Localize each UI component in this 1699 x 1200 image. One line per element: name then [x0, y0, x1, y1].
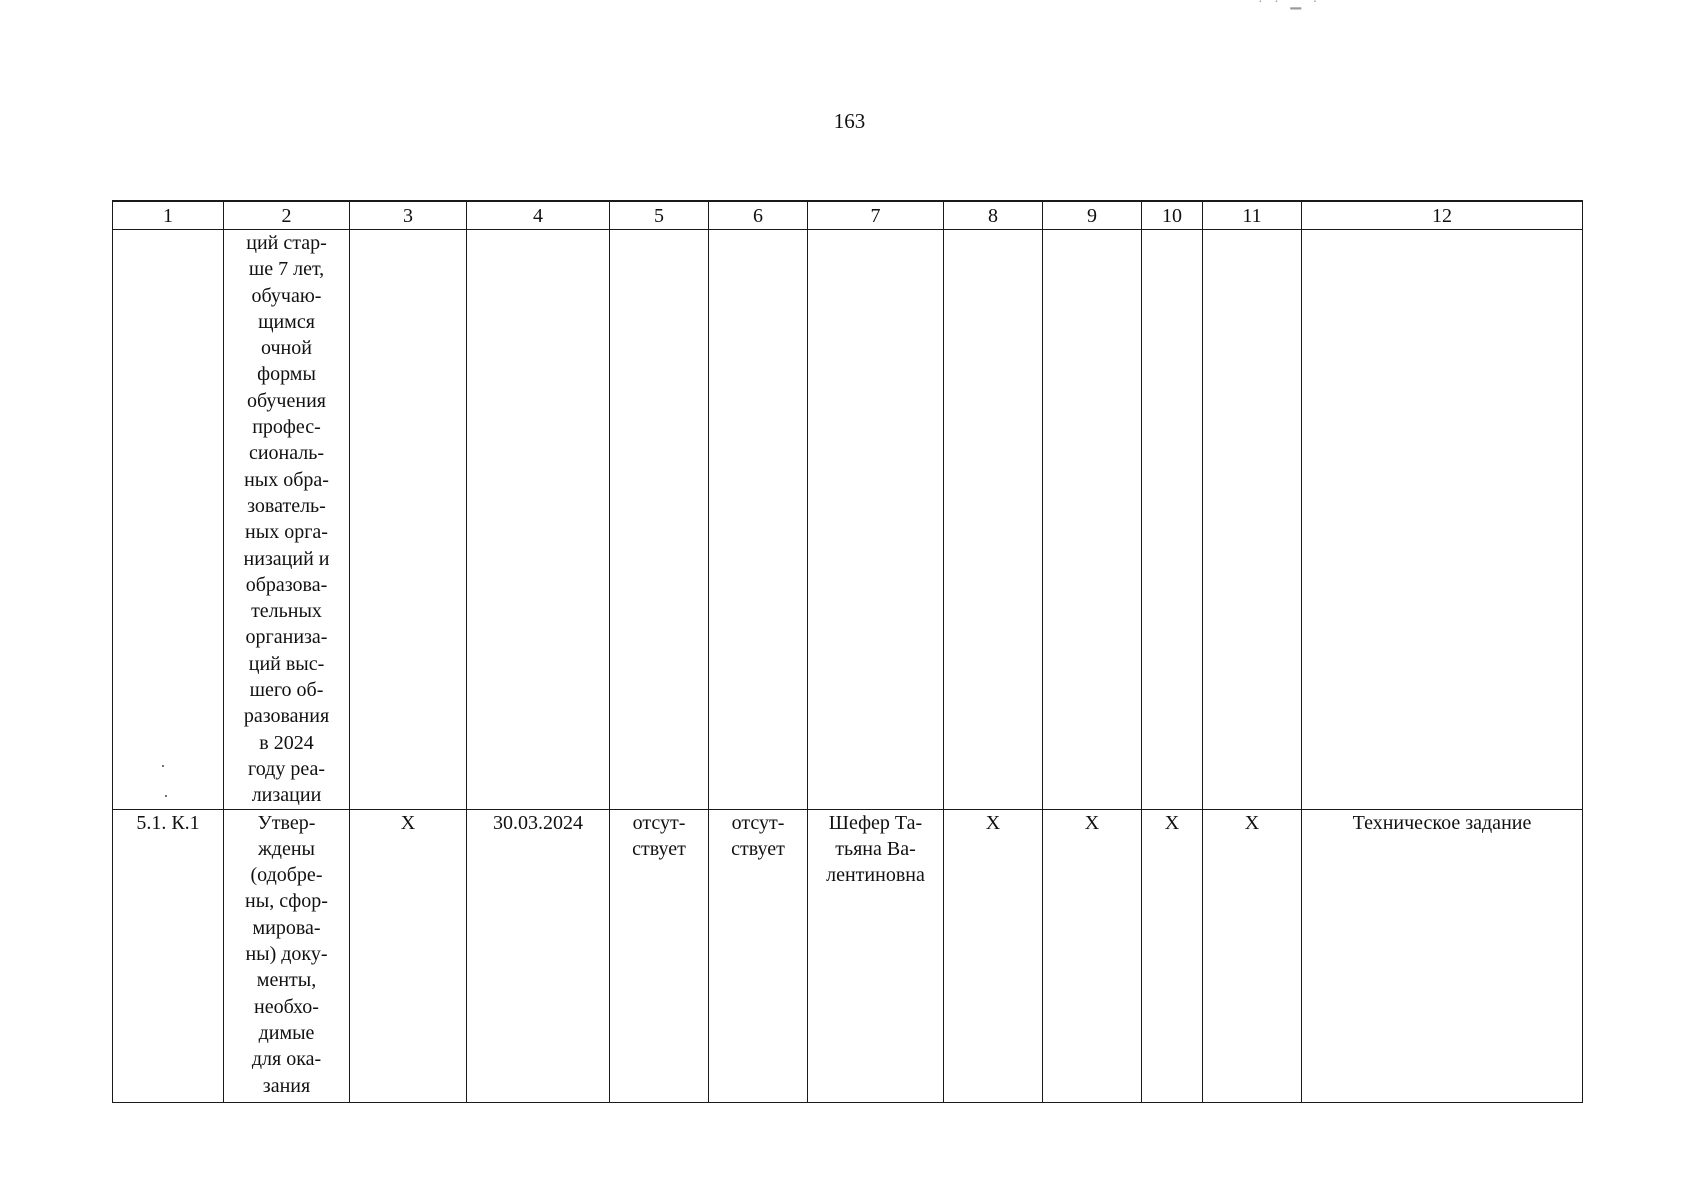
column-header-12: 12 — [1302, 201, 1583, 230]
cell-code — [113, 230, 224, 810]
column-header-2: 2 — [224, 201, 350, 230]
cell-col10 — [1142, 809, 1203, 1102]
document-table — [112, 200, 1583, 1103]
cell-col3 — [350, 809, 467, 1102]
absent-text: отсут- ствует — [731, 811, 785, 860]
cell-responsible — [808, 809, 944, 1102]
cell-col8 — [944, 809, 1043, 1102]
column-header-6: 6 — [709, 201, 808, 230]
x-mark: X — [1084, 811, 1100, 834]
column-header-5: 5 — [610, 201, 709, 230]
cell-col5 — [610, 230, 709, 810]
column-header-10: 10 — [1142, 201, 1203, 230]
column-header-4: 4 — [467, 201, 610, 230]
x-mark: X — [1164, 811, 1180, 834]
cell-col10 — [1142, 230, 1203, 810]
cell-col9 — [1043, 230, 1142, 810]
column-header-11: 11 — [1203, 201, 1302, 230]
cell-col11 — [1203, 809, 1302, 1102]
document-type: Техническое задание — [1352, 811, 1532, 834]
table-row-5-1-k-1 — [113, 809, 1583, 1102]
cell-col8 — [944, 230, 1043, 810]
cell-col6 — [709, 809, 808, 1102]
column-header-3: 3 — [350, 201, 467, 230]
cell-description — [224, 230, 350, 810]
cell-col9 — [1043, 809, 1142, 1102]
date-value: 30.03.2024 — [493, 811, 583, 834]
cell-col4 — [467, 230, 610, 810]
x-mark: X — [985, 811, 1001, 834]
description-text: Утвер- ждены (одобре- ны, сфор- мирова- ны) доку- менты, необхо- димые для ока- зания — [245, 811, 328, 1097]
responsible-person: Шефер Та- тьяна Ва- лентиновна — [826, 811, 925, 887]
row-code: 5.1. К.1 — [136, 811, 200, 834]
column-header-8: 8 — [944, 201, 1043, 230]
x-mark: X — [400, 811, 416, 834]
column-header-7: 7 — [808, 201, 944, 230]
cell-col11 — [1203, 230, 1302, 810]
description-text: ций стар- ше 7 лет, обучаю- щимся очной формы обучения профес- сиональ- ных обра- зователь- ных орга- низаций и образова- тельных организа- ций выс- шего об- разования в 2024 году реа- лизации — [243, 232, 330, 807]
column-header-1: 1 — [113, 201, 224, 230]
column-header-9: 9 — [1043, 201, 1142, 230]
cell-col3 — [350, 230, 467, 810]
scan-artifact: · · ▁ · — [1258, 0, 1322, 10]
cell-col12 — [1302, 809, 1583, 1102]
cell-col6 — [709, 230, 808, 810]
header-row — [113, 201, 1583, 230]
cell-date — [467, 809, 610, 1102]
page-number: 163 — [833, 109, 866, 133]
table-row-continuation — [113, 230, 1583, 810]
cell-col12 — [1302, 230, 1583, 810]
x-mark: X — [1244, 811, 1260, 834]
absent-text: отсут- ствует — [632, 811, 686, 860]
cell-code — [113, 809, 224, 1102]
cell-col7 — [808, 230, 944, 810]
cell-col5 — [610, 809, 709, 1102]
cell-description — [224, 809, 350, 1102]
